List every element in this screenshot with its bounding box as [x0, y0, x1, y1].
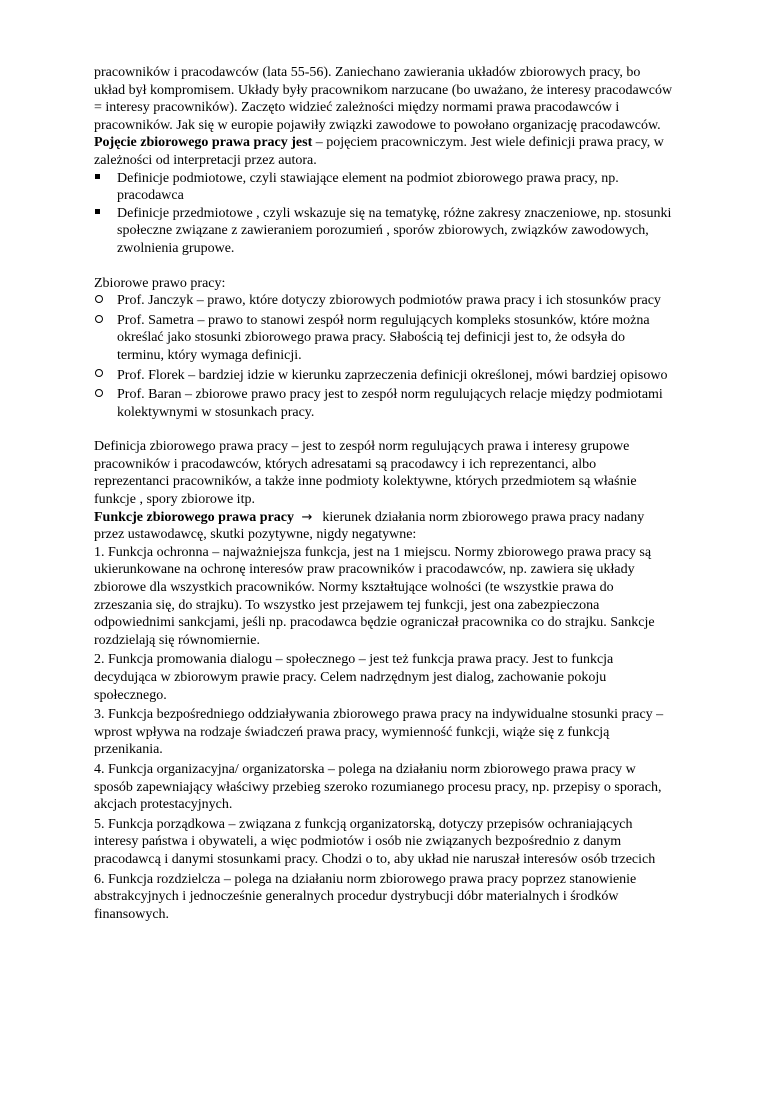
concept-text: – pojęciem pracowniczym. Jest wiele definicji prawa pracy, w zależności od interpretacji przez autora.	[94, 135, 664, 168]
concept-heading: Pojęcie zbiorowego prawa pracy jest	[94, 135, 313, 151]
professor-item: Prof. Janczyk – prawo, które dotyczy zbiorowych podmiotów prawa pracy i ich stosunków pracy	[94, 292, 674, 310]
square-bullet-icon	[94, 170, 117, 205]
function-item: 6. Funkcja rozdzielcza – polega na działaniu norm zbiorowego prawa pracy poprzez stanowienie abstrakcyjnych i jednocześnie generalnych procedur dystrybucji dóbr materialnych i środków finansowych.	[94, 871, 637, 922]
square-bullet-icon	[94, 205, 117, 258]
arrow-right-icon: →	[301, 509, 313, 525]
functions-heading: Funkcje zbiorowego prawa pracy	[94, 509, 294, 525]
definition-item: Definicje podmiotowe, czyli stawiające element na podmiot zbiorowego prawa pracy, np. pracodawca	[94, 170, 674, 205]
intro-paragraph: pracowników i pracodawców (lata 55-56). Zaniechano zawierania układów zbiorowych pracy, bo układ był kompromisem. Układy były pracownikom narzucane (bo uważano, że interesy pracodawców = interesy pracowników). Zaczęto widzieć zależności między normami prawa pracodawców i pracowników. Jak się w europie pojawiły związki zawodowe to powołano organizację pracodawców.	[94, 65, 673, 133]
functions-text: kierunek działania norm zbiorowego prawa pracy nadany przez ustawodawcę, skutki pozytywne, nigdy negatywne:	[94, 509, 645, 543]
function-item: 1. Funkcja ochronna – najważniejsza funkcja, jest na 1 miejscu. Normy zbiorowego prawa pracy są ukierunkowane na ochronę interesów praw pracowników i pracodawców, np. zawiera się układy zbiorowe dla wszystkich pracowników. Normy kształtujące wolności (te wszystkie prawa do zrzeszania się, do strajku). To wszystko jest przejawem tej funkcji, jest ona zabezpieczona odpowiednimi sankcjami, jeśli np. pracodawca będzie ograniczał pracownika co do strajku. Sankcje rozdzielają się równomiernie.	[94, 544, 655, 648]
concept-paragraph	[94, 134, 674, 169]
professor-item: Prof. Sametra – prawo to stanowi zespół norm regulujących kompleks stosunków, które można określać jako stosunki zbiorowego prawa pracy. Słabością tej definicji jest to, że odsyła do terminu, który wymaga definicji.	[94, 312, 674, 365]
function-item: 4. Funkcja organizacyjna/ organizatorska – polega na działaniu norm zbiorowego prawa pracy w sposób zapewniający właściwy przebieg szeroko rozumianego procesu pracy, np. przepisy o sporach, akcjach protestacyjnych.	[94, 761, 662, 813]
definition-paragraph: Definicja zbiorowego prawa pracy – jest to zespół norm regulujących prawa i interesy grupowe pracowników i pracodawców, których adresatami są pracodawcy i ich reprezentanci, albo reprezentanci pracowników, a także inne podmioty kolektywne, których przedmiotem są właśnie funkcje , spory zbiorowe itp.	[94, 439, 637, 508]
function-item: 2. Funkcja promowania dialogu – społecznego – jest też funkcja prawa pracy. Jest to funkcja decydująca w zbiorowym prawie pracy. Celem nadrzędnym jest dialog, zachowanie pokoju społecznego.	[94, 652, 614, 703]
circle-bullet-icon	[94, 292, 117, 310]
function-item: 5. Funkcja porządkowa – związana z funkcją organizatorską, dotyczy przepisów ochraniających interesy państwa i obywateli, a więc podmiotów i osób nie związanych bezpośrednio z danym pracodawcą i danymi stosunkami pracy. Chodzi o to, aby układ nie naruszał interesów osób trzecich	[94, 816, 656, 867]
circle-bullet-icon	[94, 312, 117, 365]
document-page	[94, 64, 674, 923]
professor-item: Prof. Baran – zbiorowe prawo pracy jest to zespół norm regulujących relacje między podmiotami kolektywnymi w stosunkach pracy.	[94, 386, 674, 421]
functions-intro	[94, 509, 674, 544]
function-item: 3. Funkcja bezpośredniego oddziaływania zbiorowego prawa pracy na indywidualne stosunki pracy – wprost wpływa na rodzaje świadczeń prawa pracy, wymienność funkcji, wiąże się z funkcją przenikania.	[94, 707, 664, 758]
circle-bullet-icon	[94, 386, 117, 421]
collective-label: Zbiorowe prawo pracy:	[94, 275, 226, 291]
definition-item: Definicje przedmiotowe , czyli wskazuje się na tematykę, różne zakresy znaczeniowe, np. stosunki społeczne związane z zawieraniem porozumień , sporów zbiorowych, związków zawodowych, zwolnienia grupowe.	[94, 205, 674, 258]
professor-item: Prof. Florek – bardziej idzie w kierunku zaprzeczenia definicji określonej, mówi bardziej opisowo	[94, 367, 674, 385]
circle-bullet-icon	[94, 367, 117, 385]
